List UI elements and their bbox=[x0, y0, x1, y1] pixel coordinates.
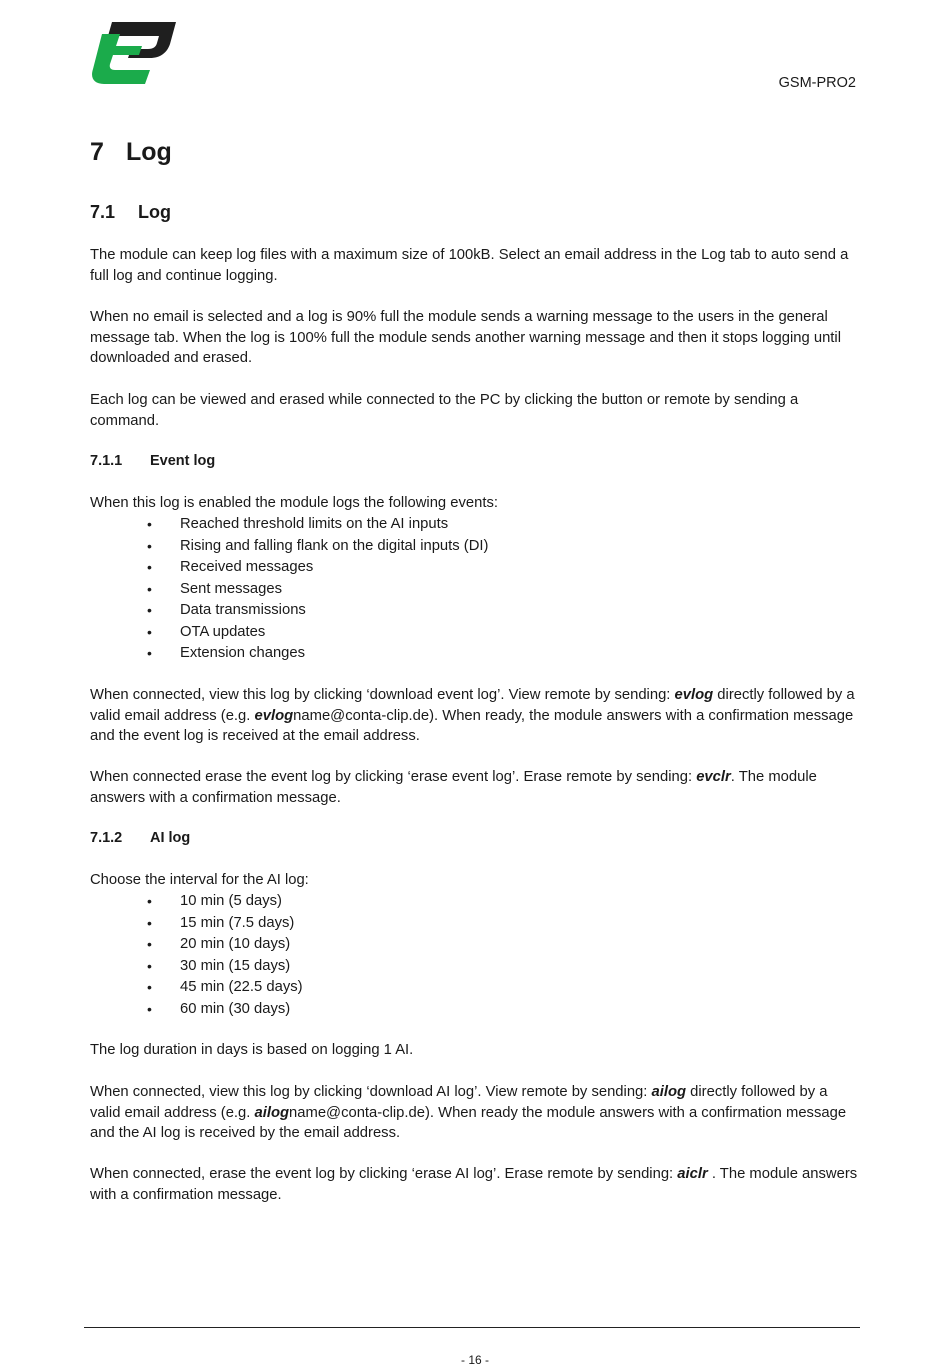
list-item: • 15 min (7.5 days) bbox=[90, 913, 303, 935]
list-item: • OTA updates bbox=[90, 622, 488, 644]
subsection-heading bbox=[90, 202, 171, 223]
list-item: • Reached threshold limits on the AI inputs bbox=[90, 514, 488, 536]
ai-log-view-command-example: ailog bbox=[254, 1104, 290, 1121]
list-item: • 60 min (30 days) bbox=[90, 999, 303, 1021]
event-log-number: 7.1.1 bbox=[90, 453, 123, 469]
bullet-icon: • bbox=[147, 602, 152, 618]
bullet-icon: • bbox=[147, 914, 152, 931]
event-log-erase-paragraph: When connected erase the event log by clicking ‘erase event log’. Erase remote by sending: evclr. The module answers with a confirmation message. bbox=[90, 769, 817, 806]
list-item: • Extension changes bbox=[90, 643, 488, 665]
paragraph-log-view-erase: Each log can be viewed and erased while connected to the PC by clicking the button or remote by sending a command. bbox=[90, 392, 799, 429]
company-logo bbox=[90, 22, 178, 86]
bullet-icon: • bbox=[147, 645, 152, 661]
list-item: • Sent messages bbox=[90, 579, 488, 601]
ai-log-heading bbox=[90, 830, 190, 846]
event-log-view-command: evlog bbox=[674, 687, 714, 703]
event-log-view-command-example: evlog bbox=[254, 707, 294, 724]
paragraph-log-warning: When no email is selected and a log is 90% full the module sends a warning message to the users in the general message tab. When the log is 100% full the module sends another warning message and then it stops logging until downloaded and erased. bbox=[90, 309, 841, 367]
paragraph-log-size: The module can keep log files with a maximum size of 100kB. Select an email address in the Log tab to auto send a full log and continue logging. bbox=[90, 247, 849, 284]
ai-log-erase-command: aiclr bbox=[677, 1166, 708, 1182]
ai-log-view-paragraph: When connected, view this log by clicking ‘download AI log’. View remote by sending: ailog directly followed by a valid email address (e.g. ailogname@conta-clip.de). When ready the module answers with a confirmation message and the AI log is received by the email address. bbox=[90, 1084, 847, 1142]
section-heading bbox=[90, 138, 172, 167]
list-item: • Data transmissions bbox=[90, 600, 488, 622]
ai-log-duration-note: The log duration in days is based on logging 1 AI. bbox=[90, 1042, 414, 1058]
list-item: • Rising and falling flank on the digital inputs (DI) bbox=[90, 536, 488, 558]
subsection-number: 7.1 bbox=[90, 202, 116, 222]
ai-log-erase-paragraph: When connected, erase the event log by clicking ‘erase AI log’. Erase remote by sending: aiclr . The module answers with a confirmation message. bbox=[90, 1166, 858, 1203]
logo-green-shape bbox=[92, 34, 150, 84]
section-title: Log bbox=[126, 138, 172, 166]
bullet-icon: • bbox=[147, 1000, 152, 1017]
ai-log-intro: Choose the interval for the AI log: bbox=[90, 872, 309, 888]
bullet-icon: • bbox=[147, 516, 152, 532]
ai-log-interval-list bbox=[90, 891, 303, 1020]
bullet-icon: • bbox=[147, 623, 152, 640]
ai-log-title: AI log bbox=[150, 830, 191, 846]
event-log-intro: When this log is enabled the module logs the following events: bbox=[90, 495, 498, 511]
list-item: • Received messages bbox=[90, 557, 488, 579]
event-log-erase-command: evclr bbox=[696, 769, 731, 785]
bullet-icon: • bbox=[147, 936, 152, 952]
bullet-icon: • bbox=[147, 979, 152, 995]
subsection-title: Log bbox=[138, 202, 171, 222]
ai-log-view-command: ailog bbox=[651, 1084, 687, 1100]
list-item: • 45 min (22.5 days) bbox=[90, 977, 303, 999]
bullet-icon: • bbox=[147, 537, 152, 554]
bullet-icon: • bbox=[147, 559, 152, 575]
event-log-title: Event log bbox=[150, 453, 216, 469]
bullet-icon: • bbox=[147, 580, 152, 597]
list-item: • 30 min (15 days) bbox=[90, 956, 303, 978]
page-number: - 16 - bbox=[460, 1353, 489, 1367]
event-log-heading bbox=[90, 453, 215, 469]
section-number: 7 bbox=[90, 138, 104, 166]
event-log-view-paragraph: When connected, view this log by clicking ‘download event log’. View remote by sending: evlog directly followed by a valid email address (e.g. evlogname@conta-clip.de). When ready, the module answers with a confirmation message and the event log is received at the email address. bbox=[90, 687, 855, 745]
document-code: GSM-PRO2 bbox=[778, 75, 856, 91]
event-log-list bbox=[90, 514, 488, 665]
list-item: • 20 min (10 days) bbox=[90, 934, 303, 956]
ai-log-number: 7.1.2 bbox=[90, 830, 123, 846]
list-item: • 10 min (5 days) bbox=[90, 891, 303, 913]
footer-divider bbox=[84, 1327, 860, 1328]
bullet-icon: • bbox=[147, 957, 152, 974]
bullet-icon: • bbox=[147, 893, 152, 909]
